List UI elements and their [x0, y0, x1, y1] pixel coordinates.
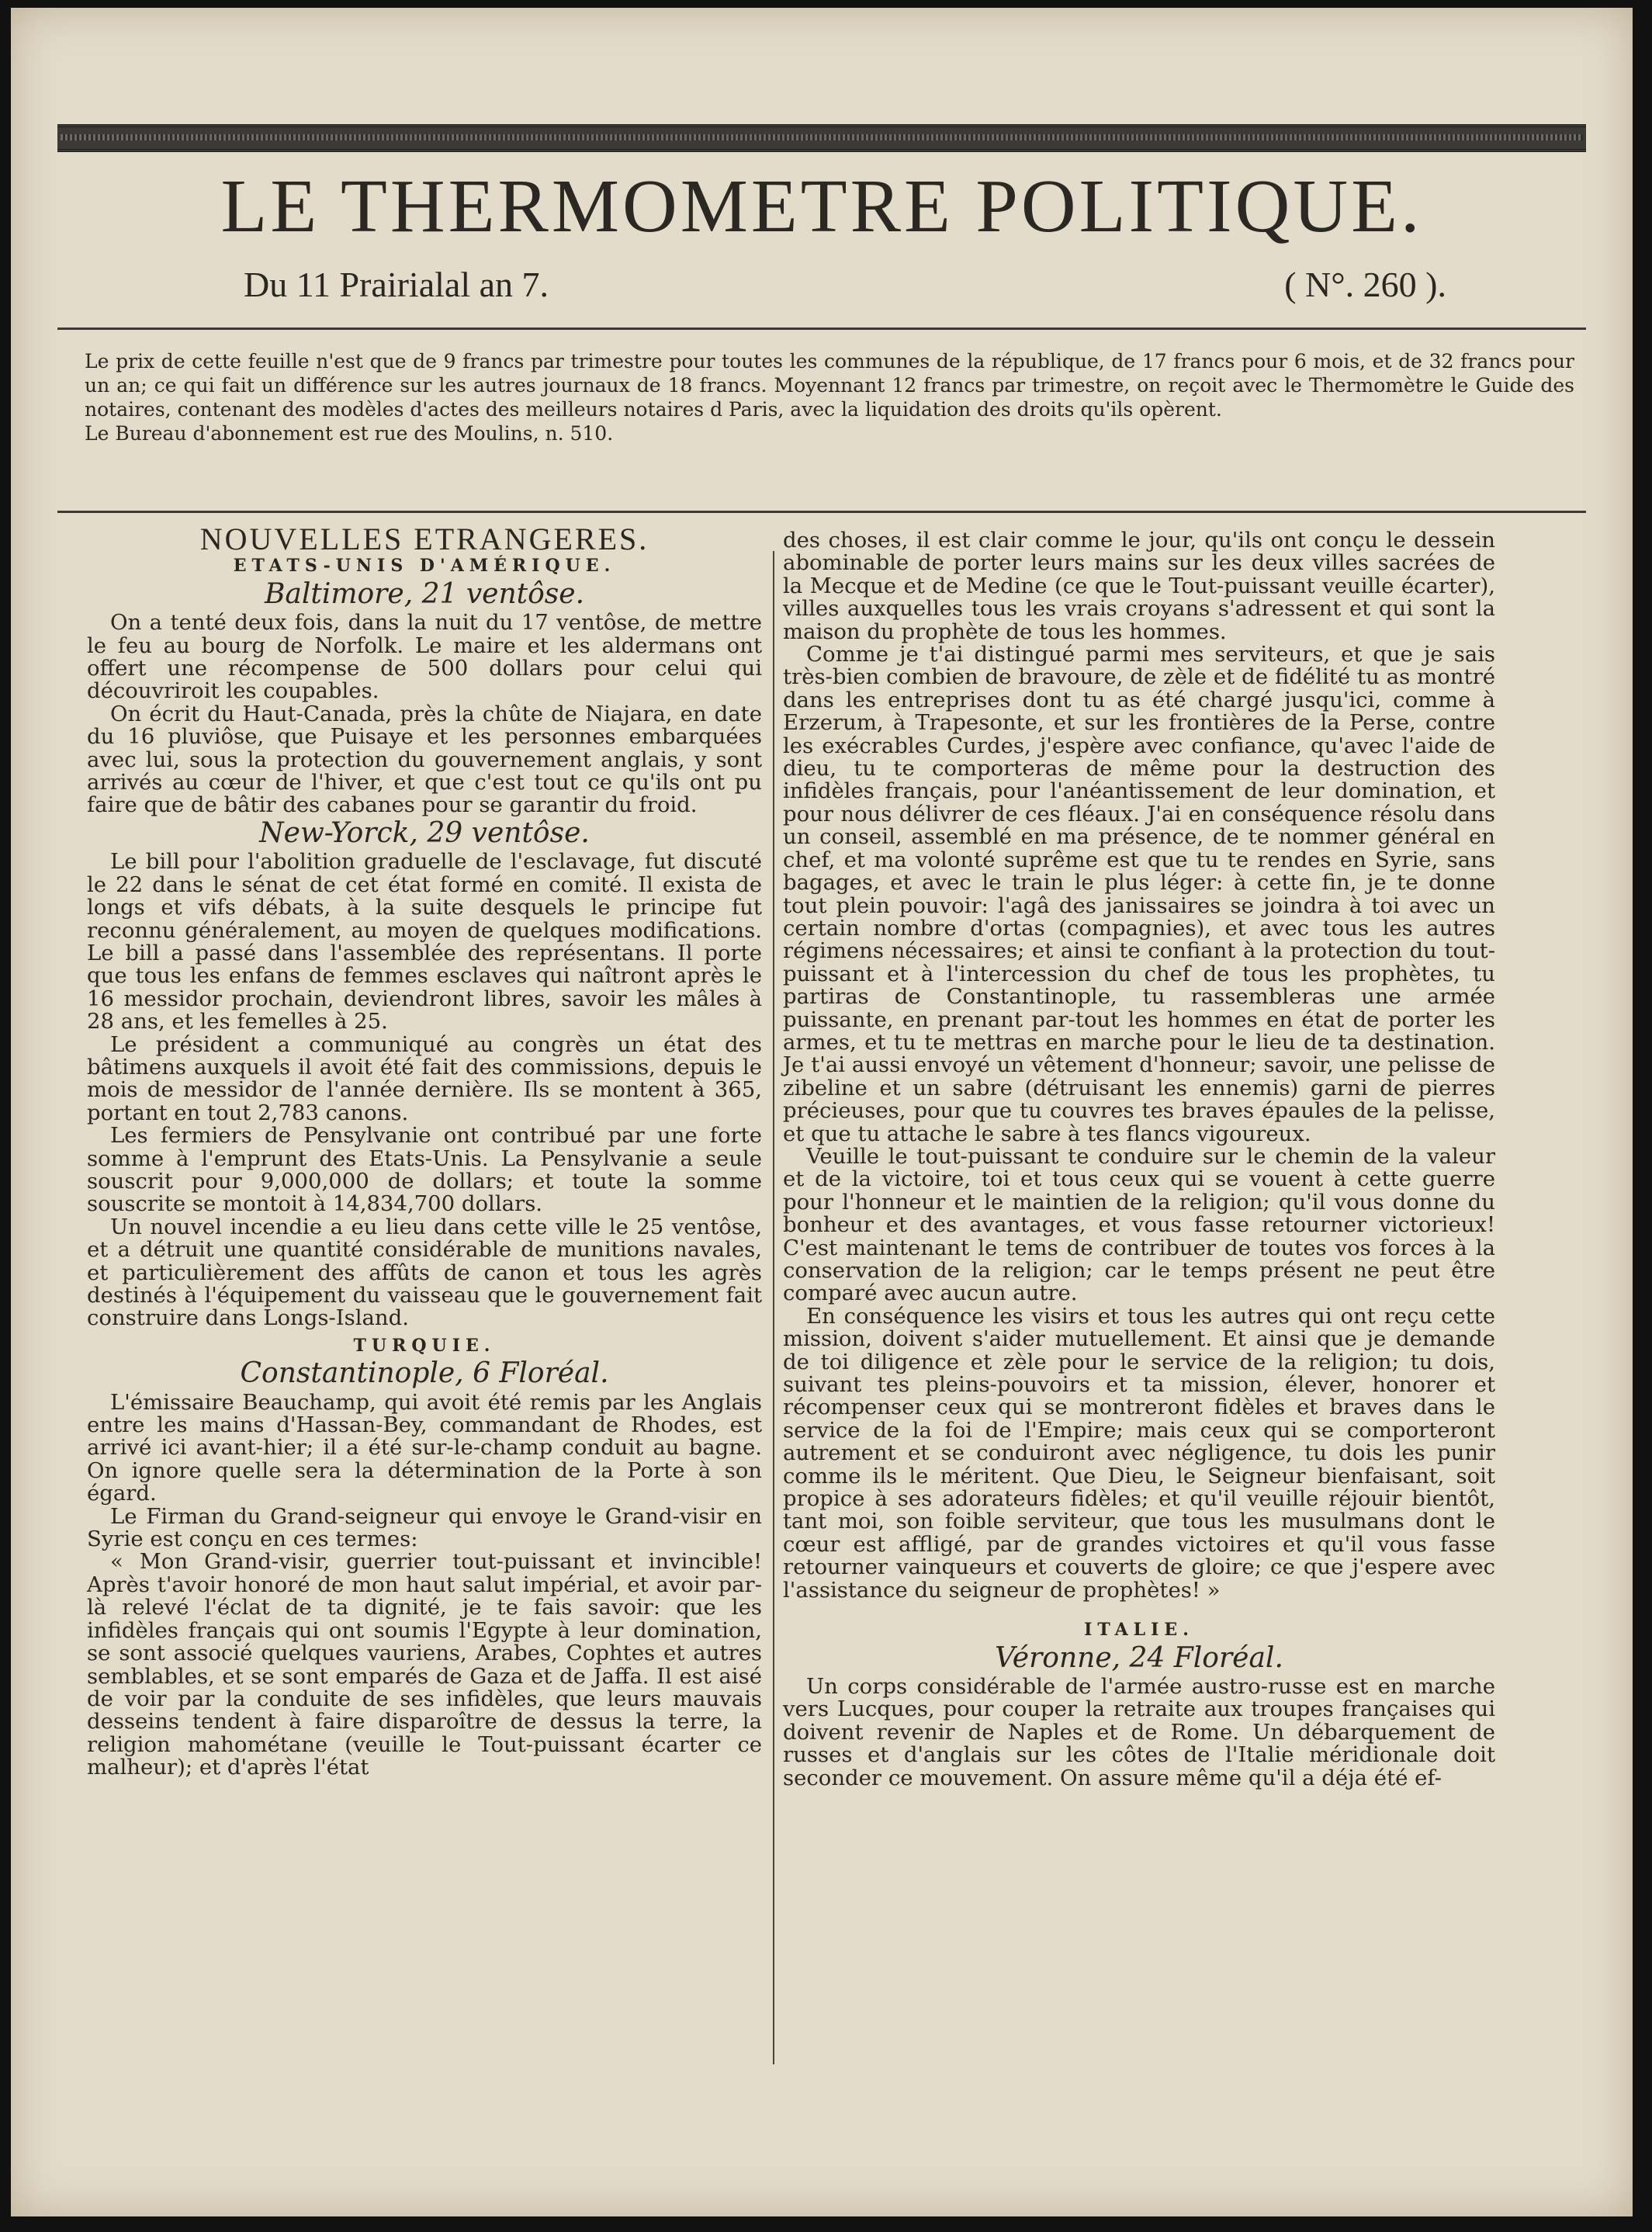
subscription-address: Le Bureau d'abonnement est rue des Moulins, n. 510.: [85, 422, 614, 445]
paragraph: Veuille le tout-puissant te conduire sur le chemin de la valeur et de la victoire, toi et tous ceux qui se vouent à cette guerre pour l'honneur et le maintien de la religion; qu'il vous donne du bonheur et des avantages, et vous fasse retourner victorieux! C'est maintenant le tems de contribuer de toutes vos forces à la conservation de la religion; car le temps présent ne peut être comparé avec aucun autre.: [783, 1143, 1495, 1306]
paragraph: L'émissaire Beauchamp, qui avoit été remis par les Anglais entre les mains d'Hassan-Bey, commandant de Rhodes, est arrivé ici avant-hier; il a été sur-le-champ conduit au bagne. On ignore quelle sera la détermination de la Porte à son égard.: [87, 1389, 762, 1506]
country-heading-turkey: TURQUIE.: [353, 1335, 496, 1356]
paragraph: Le bill pour l'abolition graduelle de l'esclavage, fut discuté le 22 dans le sénat de cet état formé en comité. Il exista de longs et vifs débats, à la suite desquels le principe fut reconnu généralement, au moyen de quelques modifications. Le bill a passé dans l'assemblée des représentans. Il porte que tous les enfans de femmes esclaves qui naîtront après le 16 messidor prochain, deviendront libres, savoir les mâles à 28 ans, et les femelles à 25.: [87, 849, 762, 1035]
newspaper-page: [11, 8, 1633, 2216]
paragraph: « Mon Grand-visir, guerrier tout-puissant et invincible! Après t'avoir honoré de mon haut salut impérial, et avoir par-là relevé l'éclat de ta dignité, je te fais savoir: que les infidèles français qui ont soumis l'Egypte à leur domination, se sont associé quelques vauriens, Arabes, Cophtes et autres semblables, et se sont emparés de Gaza et de Jaffa. Il est aisé de voir par la conduite de ses infidèles, que leurs mauvais desseins tendent à faire disparoître de dessus la terre, la religion mahométane (veuille le Tout-puissant écarter ce malheur); et d'après l'état: [87, 1549, 762, 1780]
section-heading: NOUVELLES ETRANGERES.: [199, 522, 649, 556]
dateline-constantinople: Constantinople, 6 Floréal.: [240, 1357, 609, 1390]
paragraph: Un nouvel incendie a eu lieu dans cette ville le 25 ventôse, et a détruit une quantité considérable de munitions navales, et particulièrement des affûts de canon et tous les agrès destinés à l'équipement du vaisseau que le gouvernement fait construire dans Longs-Island.: [87, 1214, 762, 1331]
paragraph: Les fermiers de Pensylvanie ont contribué par une forte somme à l'emprunt des Etats-Unis. La Pensylvanie a seule souscrit pour 9,000,000 de dollars; et toute la somme souscrite se montoit à 14,834,700 dollars.: [87, 1123, 762, 1217]
paragraph: des choses, il est clair comme le jour, qu'ils ont conçu le dessein abominable de porter leurs mains sur les deux villes sacrées de la Mecque et de Medine (ce que le Tout-puissant veuille écarter), villes auxquelles tous les vrais croyans s'adressent et qui sont la maison du prophète de tous les hommes.: [783, 528, 1495, 644]
issue-number: ( N°. 260 ).: [1284, 265, 1446, 304]
right-column: [783, 529, 1495, 1790]
paragraph: On écrit du Haut-Canada, près la chûte de Niajara, en date du 16 pluviôse, que Puisaye et les personnes embarquées avec lui, sous la protection du gouvernement anglais, y sont arrivés au cœur de l'hiver, et que c'est tout ce qu'ils ont pu faire que de bâtir des cabanes pour se garantir du froid.: [87, 701, 762, 818]
dateline-new-york: New-Yorck, 29 ventôse.: [259, 816, 590, 849]
country-heading-usa: ETATS-UNIS D'AMÉRIQUE.: [233, 556, 616, 577]
subscription-notice: [85, 349, 1574, 445]
masthead-ornament-rule: [57, 124, 1586, 152]
paragraph: On a tenté deux fois, dans la nuit du 17 ventôse, de mettre le feu au bourg de Norfolk. Le maire et les aldermans ont offert une récompense de 500 dollars pour celui qui découvriroit les coupables.: [87, 610, 762, 704]
left-column: [87, 522, 762, 1780]
paragraph: Comme je t'ai distingué parmi mes serviteurs, et que je sais très-bien combien de bravoure, de zèle et de fidélité tu as montré dans les entreprises dont tu as été chargé jusqu'ici, comme à Erzerum, à Trapesonte, et sur les frontières de la Perse, contre les exécrables Curdes, j'espère avec confiance, qu'avec l'aide de dieu, tu te comporteras de même pour la destruction des infidèles français, pour l'anéantissement de leur domination, et pour nous délivrer de ces fléaux. J'ai en conséquence résolu dans un conseil, assemblé en ma présence, de te nommer général en chef, et ma volonté suprême est que tu te rendes en Syrie, sans bagages, et avec le train le plus léger: à cette fin, je te donne tout plein pouvoir: l'agâ des janissaires se joindra à toi avec un certain nombre d'ortas (compagnies), et avec tous les autres régimens nécessaires; et ainsi te confiant à la protection du tout-puissant et à l'intercession du chef de tous les prophètes, tu partiras de Constantinople, tu rassembleras une armée puissante, en prenant par-tout les hommes en état de porter les armes, et tu te mettras en marche pour le lieu de ta destination. Je t'ai aussi envoyé un vêtement d'honneur; savoir, une pelisse de zibeline et un sabre (détruisant les ennemis) garni de pierres précieuses, pour que tu couvres tes braves épaules de la pelisse, et que tu attache le sabre à tes flancs vigoureux.: [783, 642, 1495, 1146]
dateline-verona: Véronne, 24 Floréal.: [995, 1641, 1283, 1674]
issue-date: Du 11 Prairialal an 7.: [244, 265, 549, 304]
subscription-text: Le prix de cette feuille n'est que de 9 francs par trimestre pour toutes les communes de la république, de 17 francs pour 6 mois, et de 32 francs pour un an; ce qui fait un différence sur les autres journaux de 18 francs. Moyennant 12 francs par trimestre, on reçoit avec le Thermomètre le Guide des notaires, contenant des modèles d'actes des meilleurs notaires d Paris, avec la liquidation des droits qu'ils opèrent.: [85, 350, 1574, 421]
column-divider: [773, 551, 774, 2064]
paragraph: Le Firman du Grand-seigneur qui envoye le Grand-visir en Syrie est conçu en ces termes:: [87, 1503, 762, 1552]
newspaper-title: LE THERMOMETRE POLITIQUE.: [220, 165, 1423, 248]
paragraph: En conséquence les visirs et tous les autres qui ont reçu cette mission, doivent s'aider mutuellement. Et ainsi que je demande de toi diligence et zèle pour le service de la religion; tu dois, suivant tes pleins-pouvoirs et ta mission, élever, honorer et récompenser ceux qui se montreront fidèles et braves dans le service de la foi de l'Empire; mais ceux qui se comporteront autrement et se conduiront avec négligence, tu dois les punir comme ils le méritent. Que Dieu, le Seigneur bienfaisant, soit propice à ses adorateurs fidèles; et qu'il veuille réjouir bientôt, tant moi, son foible serviteur, que tous les musulmans dont le cœur est affligé, par de grandes victoires et qu'il vous fasse retourner vainqueurs et couverts de gloire; ce que j'espere avec l'assistance du seigneur de prophètes! »: [783, 1303, 1495, 1603]
paragraph: Le président a communiqué au congrès un état des bâtimens auxquels il avoit été fait des commissions, depuis le mois de messidor de l'année dernière. Ils se montent à 365, portant en tout 2,783 canons.: [87, 1031, 762, 1125]
paragraph: Un corps considérable de l'armée austro-russe est en marche vers Lucques, pour couper la retraite aux troupes françaises qui doivent revenir de Naples et de Rome. Un débarquement de russes et d'anglais sur les côtes de l'Italie méridionale doit seconder ce mouvement. On assure même qu'il a déja été ef-: [783, 1673, 1495, 1790]
header-divider: [57, 328, 1586, 330]
dateline-baltimore: Baltimore, 21 ventôse.: [264, 577, 585, 610]
country-heading-italy: ITALIE.: [1084, 1620, 1194, 1641]
notice-divider: [57, 511, 1586, 513]
